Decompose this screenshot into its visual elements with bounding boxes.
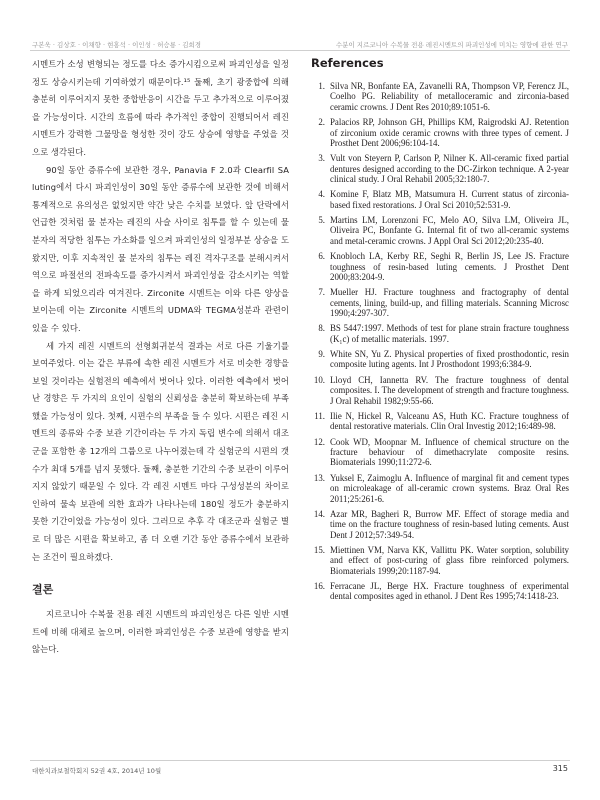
body-column [32, 56, 289, 659]
reference-text: Martins LM, Lorenzoni FC, Melo AO, Silva LM, Oliveira JL, Oliveira PC, Bonfante G. Internal fit of two all-ceramic systems and metal-ceramic crowns. J Appl Oral Sci 2012;20:235-40. [330, 215, 569, 246]
reference-text: Miettinen VM, Narva KK, Vallittu PK. Water sorption, solubility and effect of post-curing of glass fibre reinforced polymers. Biomaterials 1999;20:1187-94. [330, 544, 569, 576]
reference-number: 10. [313, 374, 325, 385]
reference-text: Yuksel E, Zaimoglu A. Influence of marginal fit and cement types on microleakage of all-ceramic crown systems. Braz Oral Res 2011;25:261-6. [330, 472, 569, 504]
page-number: 315 [552, 764, 568, 773]
reference-item [311, 349, 569, 370]
reference-item [311, 411, 569, 432]
body-paragraph: 90일 동안 증류수에 보관한 경우, Panavia F 2.0과 Clearfil SA luting에서 다시 파괴인성이 30일 동안 증류수에 보관한 것에 비해서 통계적으로 유의성은 없었지만 약간 낮은 수치를 보였다. 앞 단락에서 언급한 것처럼 물 분자는 레진의 사슬 사이로 침투를 할 수 있는데 물 분자의 적당한 침투는 가소화를 일으켜 파괴인성의 일정부분 상승을 도왔지만, 이후 지속적인 물 분자의 침투는 레진 격자구조를 분해시켜서 역으로 파절선의 전파속도를 증가시켜서 파괴인성을 감소시키는 역할을 하게 되었으리라 여겨진다. Zirconite 시멘트는 이와 다른 양상을 보이는데 이는 Zirconite 시멘트의 UDMA와 TEGMA성분과 관련이 있을 수 있다. [32, 164, 289, 333]
reference-number: 13. [313, 472, 325, 483]
reference-text: BS 5447:1997. Methods of test for plane strain fracture toughness (K₁c) of metallic materials. 1997. [330, 323, 569, 344]
reference-number: 1. [318, 81, 325, 91]
reference-item [311, 375, 569, 406]
reference-item [311, 153, 569, 184]
reference-list [311, 81, 569, 602]
conclusion-paragraph: 지르코니아 수복물 전용 레진 시멘트의 파괴인성은 다른 일반 시멘트에 비해 대체로 높으며, 이러한 파괴인성은 수중 보관에 영향을 받지 않는다. [32, 609, 289, 655]
reference-text: Ferracane JL, Berge HX. Fracture toughness of experimental dental composites aged in ethanol. J Dent Res 1995;74:1418-23. [330, 581, 569, 602]
reference-item [311, 545, 569, 576]
header-authors: 구본욱 · 김상호 · 이채향 · 현홍석 · 이인성 · 허승룡 · 김희경 [32, 41, 202, 49]
reference-item [311, 509, 569, 540]
reference-item [311, 117, 569, 148]
body-paragraph: 세 가지 레진 시멘트의 선형회귀분석 결과는 서로 다른 기울기를 보여주었다. 이는 같은 부류에 속한 레진 시멘트가 서로 비슷한 경향을 보일 것이라는 실험전의 예측에서 벗어나 있다. 이러한 예측에서 벗어난 경향은 두 가지의 요인이 실험의 신뢰성을 충분히 확보하는데 부족했을 가능성이 있다. 첫째, 시편수의 부족을 들 수 있다. 시편은 레진 시멘트의 종류와 수중 보관 기간이라는 두 가지 독립 변수에 의해서 대조군을 포함한 총 12개의 그룹으로 나누어졌는데 각 실험군의 시편의 갯수가 최대 5개를 넘지 못했다. 둘째, 충분한 기간의 수중 보관이 이루어지지 않았기 때문일 수 있다. 각 레진 시멘트 마다 구성성분의 차이로 인하여 물속 보관에 의한 효과가 나타나는데 180일 정도가 충분하지 못한 기간이었을 가능성이 있다. 그러므로 추후 각 대조군과 실험군 별로 더 많은 시편을 확보하고, 좀 더 오랜 기간 동안 증류수에서 보관하는 조건이 필요하겠다. [32, 340, 289, 562]
reference-text: Knobloch LA, Kerby RE, Seghi R, Berlin JS, Lee JS. Fracture toughness of resin-based luting cements. J Prosthet Dent 2000;83:204-9. [330, 251, 569, 282]
reference-item [311, 215, 569, 246]
reference-item [311, 251, 569, 282]
reference-number: 4. [318, 189, 325, 200]
reference-number: 9. [318, 349, 325, 360]
reference-text: Palacios RP, Johnson GH, Phillips KM, Raigrodski AJ. Retention of zirconium oxide ceramic crowns with three types of cement. J Prosthet Dent 2006;96:104-14. [330, 117, 569, 148]
references-column [311, 56, 569, 607]
header-running-title: 수분이 지르코니아 수복물 전용 레진시멘트의 파괴인성에 미치는 영향에 관한 연구 [335, 41, 568, 49]
reference-text: Azar MR, Bagheri R, Burrow MF. Effect of storage media and time on the fracture toughness of resin-based luting cements. Aust Dent J 2012;57:349-54. [330, 508, 569, 540]
reference-number: 6. [318, 251, 325, 262]
reference-number: 16. [313, 581, 325, 592]
reference-number: 12. [313, 436, 325, 447]
reference-number: 2. [318, 117, 325, 128]
reference-item [311, 287, 569, 318]
reference-text: Silva NR, Bonfante EA, Zavanelli RA, Thompson VP, Ferencz JL, Coelho PG. Reliability of metalloceramic and zirconia-based ceramic crowns. J Dent Res 2010;89:1051-6. [330, 81, 569, 112]
reference-number: 11. [314, 410, 325, 421]
reference-number: 5. [318, 215, 325, 226]
reference-number: 8. [318, 323, 325, 334]
reference-item [311, 473, 569, 504]
reference-text: Lloyd CH, Iannetta RV. The fracture toughness of dental composites. I. The development of strength and fracture toughness. J Oral Rehabil 1982;9:55-66. [330, 374, 569, 406]
body-paragraph: 시멘트가 소성 변형되는 정도를 다소 증가시킴으로써 파괴인성을 일정 정도 상승시키는데 기여하였기 때문이다.¹⁵ 둘째, 초기 광중합에 의해 충분히 이루어지지 못한 중합반응이 시간을 두고 추가적으로 이루어졌을 가능성이다. 시간의 흐름에 따라 추가적인 중합이 진행되어서 레진 시멘트가 강력한 그물망을 형성한 것이 강도 상승에 영향을 주었을 것으로 생각된다. [32, 59, 289, 157]
reference-number: 15. [313, 544, 325, 555]
reference-number: 3. [318, 153, 325, 164]
reference-number: 14. [313, 508, 325, 519]
conclusion-heading: 결론 [32, 583, 54, 597]
reference-item [311, 81, 569, 112]
reference-text: Cook WD, Moopnar M. Influence of chemical structure on the fracture behaviour of dimethacrylate composite resins. Biomaterials 1990;11:272-6. [330, 436, 569, 468]
reference-item [311, 581, 569, 602]
footer-journal: 대한치과보철학회지 52권 4호, 2014년 10월 [32, 767, 162, 775]
reference-text: Ilie N, Hickel R, Valceanu AS, Huth KC. Fracture toughness of dental restorative materials. Clin Oral Investig 2012;16:489-98. [330, 410, 569, 432]
header-divider [30, 50, 570, 51]
reference-text: Vult von Steyern P, Carlson P, Nilner K. All-ceramic fixed partial dentures designed according to the DC-Zirkon technique. A 2-year clinical study. J Oral Rehabil 2005;32:180-7. [330, 153, 569, 185]
reference-item [311, 323, 569, 344]
reference-number: 7. [318, 287, 325, 298]
reference-text: Komine F, Blatz MB, Matsumura H. Current status of zirconia-based fixed restorations. J Oral Sci 2010;52:531-9. [330, 189, 569, 210]
footer-divider [30, 760, 570, 761]
reference-text: Mueller HJ. Fracture toughness and fractography of dental cements, lining, build-up, and filling materials. Scanning Microsc 1990;4:297-307. [330, 287, 569, 319]
reference-item [311, 437, 569, 468]
references-heading: References [311, 56, 384, 70]
reference-text: White SN, Yu Z. Physical properties of fixed prosthodontic, resin composite luting agents. Int J Prosthodont 1993;6:384-9. [330, 349, 569, 370]
reference-item [311, 189, 569, 210]
